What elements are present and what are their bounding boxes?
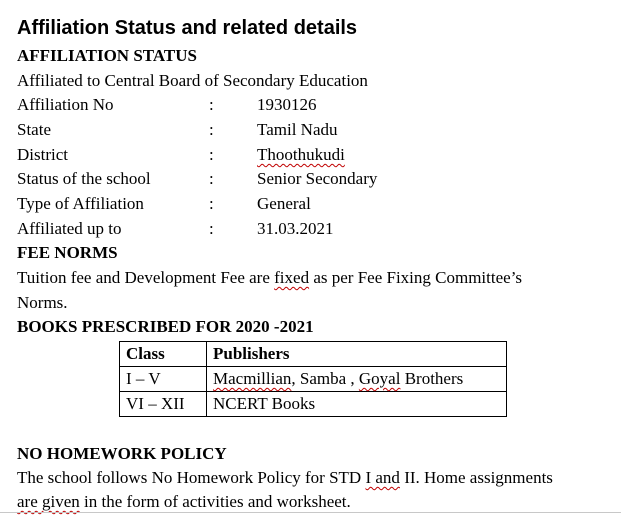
table-row [120,392,507,417]
publishers-cell: NCERT Books [207,392,507,417]
type-label: Type of Affiliation [17,194,144,213]
books-table [119,341,507,417]
colon: : [209,219,214,238]
district-label: District [17,145,68,164]
homework-line1-part2: I and [365,468,400,487]
homework-line2-part2: in the form of activities and worksheet. [79,492,351,511]
column-header-class: Class [120,342,207,367]
column-header-publishers: Publishers [207,342,507,367]
status-label: Status of the school [17,169,151,188]
affiliation-no-label: Affiliation No [17,95,114,114]
homework-text-line1 [17,467,553,489]
fee-norms-text [17,267,522,289]
homework-line1-part1: The school follows No Homework Policy for STD [17,468,366,487]
affiliated-up-to-label: Affiliated up to [17,219,122,238]
district-value: Thoothukudi [257,145,345,164]
publisher-goyal: Goyal [358,369,401,388]
colon: : [209,95,214,114]
affiliation-status-heading: AFFILIATION STATUS [17,46,197,65]
publisher-separator: , Samba , [291,369,359,388]
class-cell: I – V [120,367,207,392]
state-value: Tamil Nadu [257,120,338,139]
publisher-macmillian: Macmillian [213,369,292,388]
homework-heading: NO HOMEWORK POLICY [17,444,227,463]
books-heading: BOOKS PRESCRIBED FOR 2020 -2021 [17,317,314,336]
affiliated-to-text: Affiliated to Central Board of Secondary Education [17,71,368,90]
publisher-brothers: Brothers [400,369,464,388]
colon: : [209,169,214,188]
publishers-cell [207,367,507,392]
fee-text-part2: as per Fee Fixing Committee’s [309,268,523,287]
homework-text-line2 [17,491,351,513]
fee-norms-text-line2: Norms. [17,293,68,312]
fee-text-part1: Tuition fee and Development Fee are [17,268,275,287]
page-bottom-rule [0,512,621,513]
class-cell: VI – XII [120,392,207,417]
type-value: General [257,194,311,213]
colon: : [209,120,214,139]
fee-text-fixed: fixed [274,268,310,287]
table-header-row [120,342,507,367]
affiliation-no-value: 1930126 [257,95,317,114]
homework-line2-part1: are given [17,492,80,511]
page-title: Affiliation Status and related details [17,17,358,39]
colon: : [209,145,214,164]
colon: : [209,194,214,213]
affiliated-up-to-value: 31.03.2021 [257,219,334,238]
table-row [120,367,507,392]
homework-line1-part3: II. Home assignments [399,468,553,487]
fee-norms-heading: FEE NORMS [17,243,118,262]
status-value: Senior Secondary [257,169,378,188]
state-label: State [17,120,51,139]
